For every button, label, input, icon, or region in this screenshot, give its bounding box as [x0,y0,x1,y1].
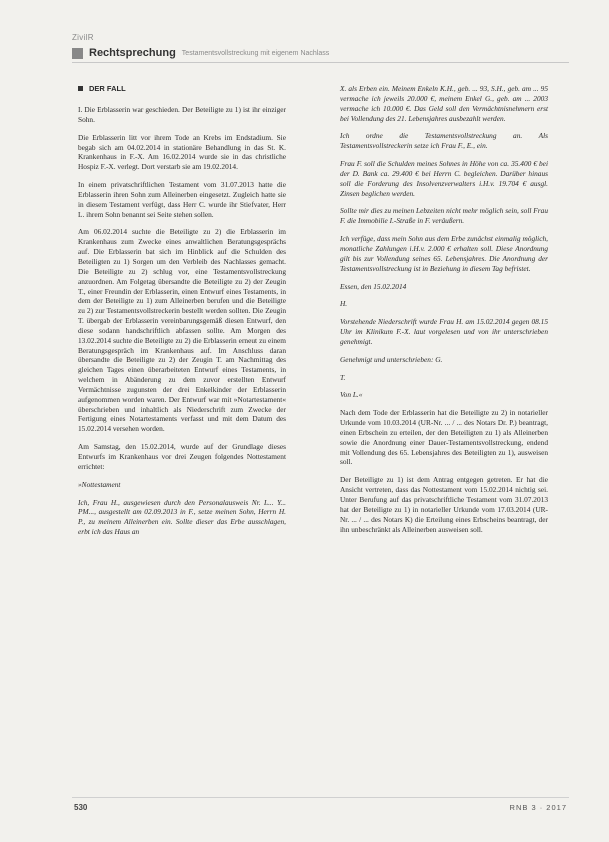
testament-signature: H. [340,299,348,309]
header-divider [72,62,569,63]
section-title: Rechtsprechung [89,47,176,59]
testament-text: Frau F. soll die Schulden meines Sohnes in Höhe von ca. 35.400 € bei der D. Bank ca. 29.400 € bei Herrn C. begleichen. Darüber hinaus soll die Forderung des Insolvenzverwalters i.H.v. 19.704 € ausgl. Zinsen beglichen werden. [340,159,548,198]
footer-divider [72,797,569,798]
testament-text: Sollte mir dies zu meinen Lebzeiten nicht mehr möglich sein, soll Frau F. die Immobilie I.-Straße in F. veräußern. [340,206,548,226]
paragraph: Nach dem Tode der Erblasserin hat die Beteiligte zu 2) in notarieller Urkunde vom 10.03.2014 (UR-Nr. ... / ... des Notars Dr. P.) beantragt, einen Erbschein zu erteilen, der den Beteiligten zu 1) als Alleinerben sowie die Anordnung einer Dauer-Testamentsvollstreckung, endend mit Vollendung des 65. Lebensjahres des Beteiligten zu 1), ausweisen soll. [340,408,548,467]
section-subtitle: Testamentsvollstreckung mit eigenem Nachlass [181,49,330,57]
testament-text: Ich ordne die Testamentsvollstreckung an. Als Testamentsvollstreckerin setze ich Frau F., E., ein. [340,131,548,151]
paragraph: Der Beteiligte zu 1) ist dem Antrag entgegen getreten. Er hat die Ansicht vertreten, dass das Nottestament vom 15.02.2014 nichtig sei. Unter Berufung auf das privatschriftliche Testament vom 31.07.2013 hat der Beteiligte zu 1) in notarieller Urkunde vom 17.03.2014 (UR-Nr. ... / ... des Notars K) die Erteilung eines Erbscheins beantragt, der ihn unbeschränkt als Alleinerben ausweisen soll. [340,475,548,534]
header-category: ZivilR [72,33,94,42]
testament-witness: Genehmigt und unterschrieben: G. [340,354,443,364]
paragraph: In einem privatschriftlichen Testament vom 31.07.2013 hatte die Erblasserin ihren Sohn zum Alleinerben eingesetzt. Zugleich hatte sie in diesem Testament verfügt, dass Herr C. wurde ihr Stiefvater, Herr L. ihrem Sohn benannt sei Seite stehen sollen. [78,180,286,219]
square-bullet-icon [78,86,83,91]
journal-reference: RNB 3 · 2017 [509,803,567,812]
page-number: 530 [74,803,88,812]
case-heading [78,84,286,93]
left-column [78,84,286,545]
case-heading-label: DER FALL [89,84,126,93]
paragraph: Am 06.02.2014 suchte die Beteiligte zu 2) die Erblasserin im Krankenhaus zum Zwecke eines anwaltlichen Beratungsgesprächs auf. Die Erblasserin bat sich im Hinblick auf die Schulden des Beteiligten zu 1) Sorgen um den Verbleib des Nachlasses gemacht. Die Beteiligte zu 2) schlug vor, eine Testamentsvollstreckung anzuordnen. Am Folgetag übersandte die Beteiligte zu 2) der Zeugin T., einer Freundin der Erblasserin, einen Entwurf eines Testaments, in dem der Beteiligte zu 1) zum Alleinerben berufen und die Beteiligte zu 2) zur Testamentsvollstreckerin bestellt werden sollten. Die Zeugin T. übergab der Erblasserin vereinbarungsgemäß diesen Entwurf, den diese sodann handschriftlich abfassen sollte. Am Morgen des 13.02.2014 suchte die Beteiligte zu 2) die Erblasserin erneut zu einem Beratungsgespräch im Krankenhaus auf. Im Anschluss daran übersandte die Beteiligte zu 2) der Zeugin T. am Nachmittag des gleichen Tages einen überarbeiteten Entwurf eines Testaments, in welchem in Abänderung zu dem zuvor erstellten Entwurf Vermächtnisse zugunsten der drei Enkelkinder der Erblasserin aufgenommen worden waren. Der Entwurf war mit »Notartestament« überschrieben und inhaltlich als Niederschrift zum Zwecke der Fertigung eines Notartestaments verfasst und mit dem Datum des 15.02.2014 versehen worden. [78,227,286,434]
testament-text: Ich, Frau H., ausgewiesen durch den Personalausweis Nr. L... Y... PM..., ausgestellt am 02.09.2013 in F., setze meinen Sohn, Herrn H. P., zu meinem Alleinerben ein. Sollte dieser das Erbe ausschlagen, erbt ich das Haus an [78,497,286,537]
testament-place-date: Essen, den 15.02.2014 [340,281,407,291]
right-column [340,84,548,542]
testament-text: Vorstehende Niederschrift wurde Frau H. am 15.02.2014 gegen 08.15 Uhr im Klinikum F.-X. laut vorgelesen und von ihr unterschrieben genehmigt. [340,317,548,346]
testament-title: »Nottestament [78,479,121,489]
paragraph: Die Erblasserin litt vor ihrem Tode an Krebs im Endstadium. Sie begab sich am 04.02.2014 in stationäre Behandlung in das St. K. Krankenhaus in F.-X. Am 16.02.2014 wurde sie in das christliche Hospiz F.-X. verlegt. Dort verstarb sie am 19.02.2014. [78,132,286,172]
paragraph: I. Die Erblasserin war geschieden. Der Beteiligte zu 1) ist ihr einziger Sohn. [78,105,286,124]
header-bar [72,46,569,60]
section-marker [72,48,83,59]
testament-text: Ich verfüge, dass mein Sohn aus dem Erbe zunächst einmalig möglich, monatliche Zahlungen i.H.v. 2.000 € erhalten soll. Diese Anordnung gilt bis zur Vollendung seines 65. Lebensjahres. Die Anordnung der Testamentsvollstreckung ist in Beziehung in diesem Tag befristet. [340,234,548,273]
testament-witness: Von L.« [340,390,363,400]
testament-text: X. als Erben ein. Meinem Enkeln K.H., geb. ... 93, S.H., geb. am ... 95 vermache ich jeweils 20.000 €, meinem Enkel G., geb. am ... 2003 vermache ich 10.000 €. Das Geld soll den Vermächtnisnehmern erst bei Vollendung des 21. Lebensjahres ausbezahlt werden. [340,84,548,123]
testament-witness: T. [340,372,346,382]
paragraph: Am Samstag, den 15.02.2014, wurde auf der Grundlage dieses Entwurfs im Krankenhaus vor drei Zeugen folgendes Nottestament errichtet: [78,442,286,471]
